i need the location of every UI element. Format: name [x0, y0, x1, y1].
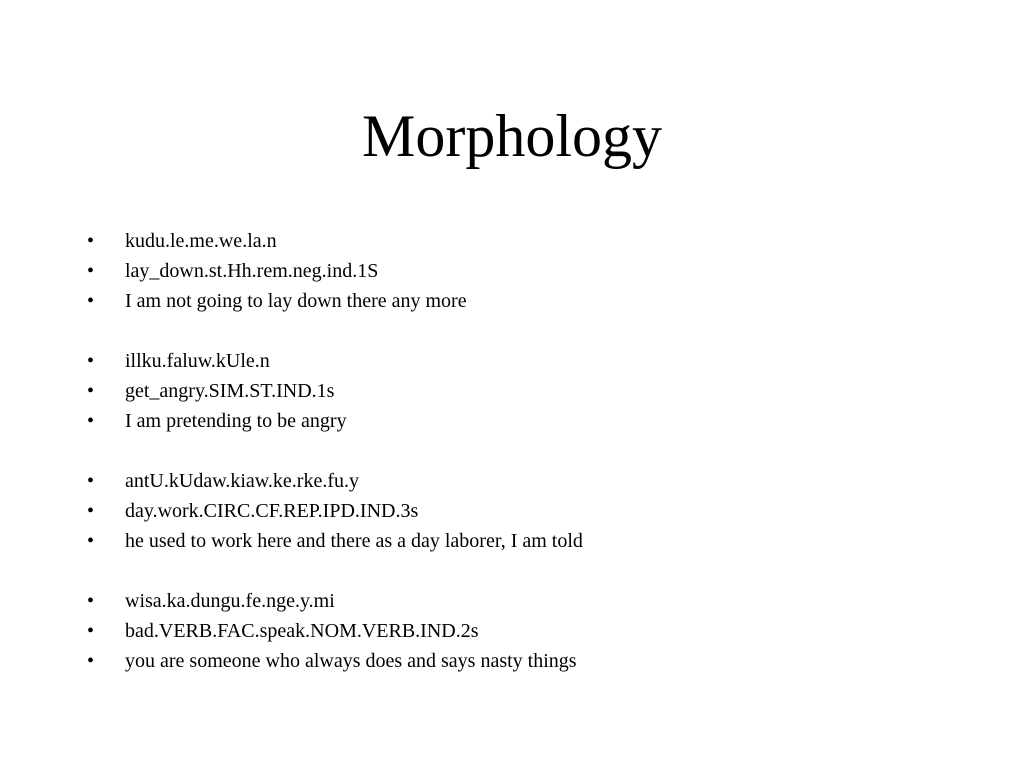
bullet-glyph: • [87, 290, 95, 312]
bullet-item [87, 496, 967, 526]
bullet-item [87, 586, 967, 616]
example-group-2 [87, 346, 967, 436]
bullet-glyph: • [87, 650, 95, 672]
bullet-item [87, 286, 967, 316]
translation-line: he used to work here and there as a day laborer, I am told [125, 530, 583, 552]
morpheme-line: antU.kUdaw.kiaw.ke.rke.fu.y [125, 470, 359, 492]
bullet-glyph: • [87, 530, 95, 552]
translation-line: I am pretending to be angry [125, 410, 347, 432]
bullet-glyph: • [87, 470, 95, 492]
bullet-groups [87, 226, 967, 706]
example-group-4 [87, 586, 967, 676]
slide-title: Morphology [362, 103, 662, 169]
bullet-item [87, 406, 967, 436]
bullet-glyph: • [87, 380, 95, 402]
bullet-item [87, 226, 967, 256]
gloss-line: bad.VERB.FAC.speak.NOM.VERB.IND.2s [125, 620, 479, 642]
bullet-glyph: • [87, 410, 95, 432]
morpheme-line: wisa.ka.dungu.fe.nge.y.mi [125, 590, 335, 612]
bullet-glyph: • [87, 260, 95, 282]
gloss-line: lay_down.st.Hh.rem.neg.ind.1S [125, 260, 379, 282]
bullet-item [87, 466, 967, 496]
translation-line: I am not going to lay down there any more [125, 290, 467, 312]
gloss-line: get_angry.SIM.ST.IND.1s [125, 380, 335, 402]
bullet-item [87, 256, 967, 286]
bullet-item [87, 646, 967, 676]
bullet-item [87, 616, 967, 646]
example-group-1 [87, 226, 967, 316]
example-group-3 [87, 466, 967, 556]
bullet-glyph: • [87, 350, 95, 372]
morpheme-line: illku.faluw.kUle.n [125, 350, 270, 372]
gloss-line: day.work.CIRC.CF.REP.IPD.IND.3s [125, 500, 419, 522]
bullet-item [87, 346, 967, 376]
bullet-item [87, 376, 967, 406]
bullet-glyph: • [87, 590, 95, 612]
morpheme-line: kudu.le.me.we.la.n [125, 230, 277, 252]
bullet-glyph: • [87, 500, 95, 522]
bullet-item [87, 526, 967, 556]
bullet-glyph: • [87, 230, 95, 252]
translation-line: you are someone who always does and says nasty things [125, 650, 577, 672]
bullet-glyph: • [87, 620, 95, 642]
